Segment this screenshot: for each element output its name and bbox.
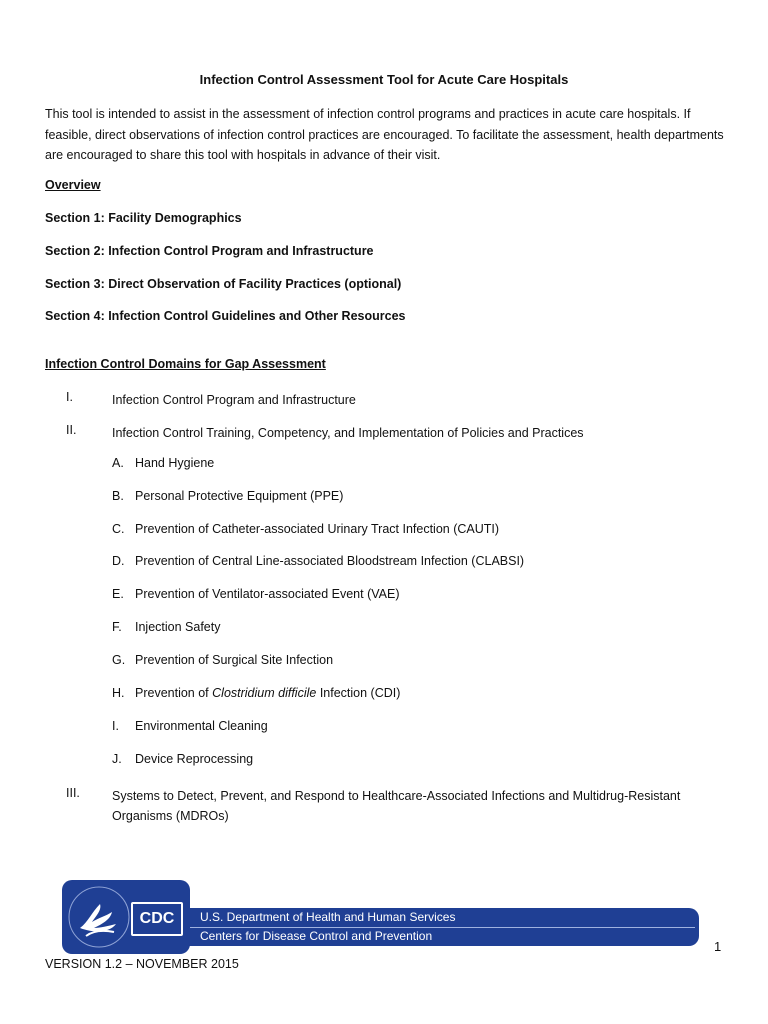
- subitem-text: Hand Hygiene: [135, 456, 215, 470]
- subitem-letter: B.: [112, 489, 124, 503]
- subitem-text: Personal Protective Equipment (PPE): [135, 489, 344, 503]
- subitem-text: Device Reprocessing: [135, 752, 254, 766]
- section-1: Section 1: Facility Demographics: [45, 211, 242, 225]
- subitem-text: Prevention of Surgical Site Infection: [135, 653, 334, 667]
- subitem-letter: F.: [112, 620, 122, 634]
- subitem-letter: A.: [112, 456, 124, 470]
- intro-paragraph: This tool is intended to assist in the assessment of infection control programs and practices in acute care hospitals. If feasible, direct observations of infection control practices are encouraged. To facilitate the assessment, health departments are encouraged to share this tool with hospitals in advance of their visit.: [45, 107, 724, 162]
- overview-heading: Overview: [45, 178, 101, 192]
- domains-heading: Infection Control Domains for Gap Assessment: [45, 357, 326, 371]
- cdc-name: Centers for Disease Control and Prevention: [200, 929, 433, 943]
- footer-divider: [190, 927, 695, 928]
- section-2: Section 2: Infection Control Program and Infrastructure: [45, 244, 374, 258]
- subitem-text: Prevention of Catheter-associated Urinary Tract Infection (CAUTI): [135, 522, 500, 536]
- cdc-logo: CDC: [131, 902, 183, 936]
- section-3: Section 3: Direct Observation of Facility Practices (optional): [45, 277, 402, 291]
- subitem-text: Prevention of Clostridium difficile Infection (CDI): [135, 686, 401, 700]
- domain-text: Systems to Detect, Prevent, and Respond to Healthcare-Associated Infections and Multidrug-Resistant Organisms (MDROs): [112, 789, 681, 823]
- subitem-letter: I.: [112, 719, 119, 733]
- page-number: 1: [714, 939, 722, 954]
- logo-block: [62, 880, 190, 954]
- subitem-text: Prevention of Central Line-associated Bloodstream Infection (CLABSI): [135, 554, 525, 568]
- subitem-letter: J.: [112, 752, 122, 766]
- domain-text: Infection Control Program and Infrastructure: [112, 393, 356, 407]
- subitem-letter: H.: [112, 686, 125, 700]
- subitem-text: Injection Safety: [135, 620, 221, 634]
- subitem-letter: E.: [112, 587, 124, 601]
- hhs-name: U.S. Department of Health and Human Services: [200, 910, 456, 924]
- subitem-letter: D.: [112, 554, 125, 568]
- hhs-seal-icon: [66, 882, 132, 952]
- document-title: Infection Control Assessment Tool for Acute Care Hospitals: [199, 72, 569, 87]
- version-label: VERSION 1.2 – NOVEMBER 2015: [45, 957, 239, 971]
- domain-number: I.: [66, 390, 73, 404]
- domain-number: III.: [66, 786, 80, 800]
- domain-number: II.: [66, 423, 77, 437]
- subitem-letter: C.: [112, 522, 125, 536]
- section-4: Section 4: Infection Control Guidelines and Other Resources: [45, 309, 406, 323]
- subitem-text: Environmental Cleaning: [135, 719, 268, 733]
- subitem-text: Prevention of Ventilator-associated Event (VAE): [135, 587, 400, 601]
- domain-text: Infection Control Training, Competency, and Implementation of Policies and Practices: [112, 426, 584, 440]
- subitem-letter: G.: [112, 653, 126, 667]
